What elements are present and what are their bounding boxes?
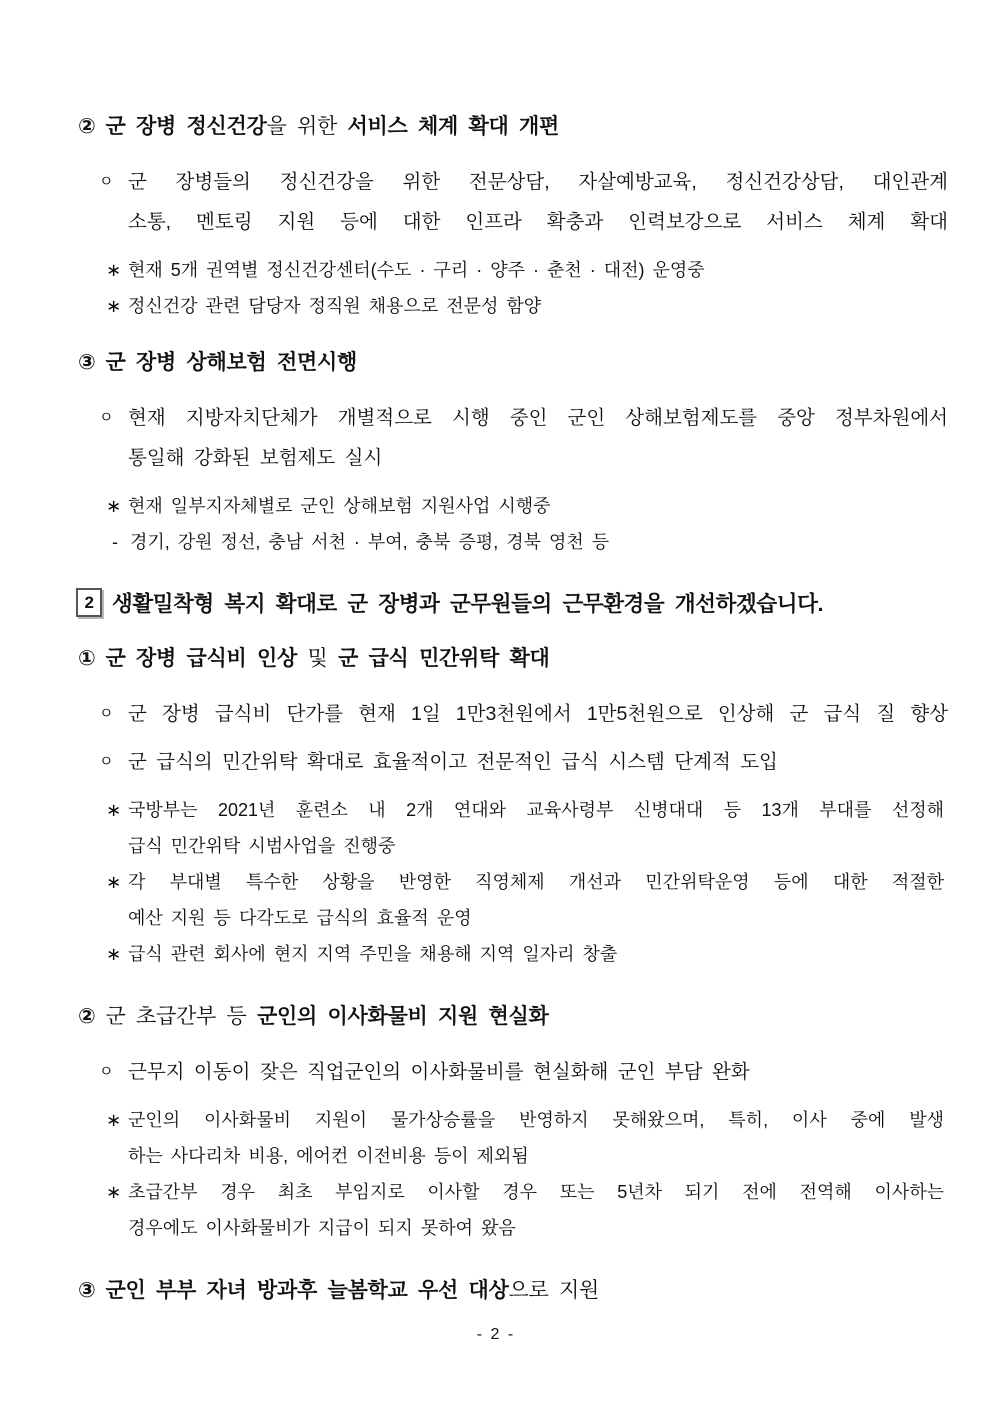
page-number: - 2 - (476, 1326, 516, 1343)
bullet-paragraph (0, 1052, 992, 1092)
heading-text: 으로 지원 (508, 1279, 599, 1302)
circled-number: ① (78, 647, 96, 670)
boxed-number: 2 (76, 588, 102, 617)
heading-text: 군 초급간부 등 (105, 1005, 258, 1028)
numbered-heading (0, 1002, 992, 1032)
circled-number: ③ (78, 351, 96, 374)
circle-bullet-marker: ㅇ (99, 1063, 114, 1080)
circle-bullet-marker: ㅇ (99, 409, 114, 426)
circle-bullet-marker: ㅇ (99, 705, 114, 722)
text-line: 급식 민간위탁 시범사업을 진행중 (128, 836, 396, 856)
text-line: 현재 일부지자체별로 군인 상해보험 지원사업 시행중 (128, 496, 551, 516)
text-line: 현재 지방자치단체가 개별적으로 시행 중인 군인 상해보험제도를 중앙 정부차원에서 (128, 407, 948, 429)
note-paragraph (0, 288, 992, 324)
text-line: 군인의 이사화물비 지원이 물가상승률을 반영하지 못해왔으며, 특히, 이사 중에 발생 (128, 1110, 944, 1130)
text-line: 경기, 강원 정선, 충남 서천 · 부여, 충북 증평, 경북 영천 등 (130, 532, 610, 552)
asterisk-marker: ∗ (106, 1110, 122, 1130)
heading-text: 군 장병 급식비 인상 (105, 647, 297, 670)
note-paragraph (0, 792, 992, 864)
numbered-heading (0, 644, 992, 674)
asterisk-marker: ∗ (106, 944, 122, 964)
text-line: 군 급식의 민간위탁 확대로 효율적이고 전문적인 급식 시스템 단계적 도입 (128, 751, 778, 773)
heading-text: 군 급식 민간위탁 확대 (338, 647, 550, 670)
asterisk-marker: ∗ (106, 260, 122, 280)
text-line: 소통, 멘토링 지원 등에 대한 인프라 확충과 인력보강으로 서비스 체계 확대 (128, 211, 948, 233)
note-paragraph (0, 1174, 992, 1246)
note-paragraph (0, 864, 992, 936)
text-line: 군 장병 급식비 단가를 현재 1일 1만3천원에서 1만5천원으로 인상해 군 급식 질 향상 (128, 703, 948, 725)
numbered-heading (0, 348, 992, 378)
text-line: 예산 지원 등 다각도로 급식의 효율적 운영 (128, 908, 472, 928)
text-line: 초급간부 경우 최초 부임지로 이사할 경우 또는 5년차 되기 전에 전역해 이사하는 (128, 1182, 944, 1202)
heading-text: 군인의 이사화물비 지원 현실화 (257, 1005, 549, 1028)
heading-text: 서비스 체계 확대 개편 (347, 115, 559, 138)
text-line: 현재 5개 권역별 정신건강센터(수도 · 구리 · 양주 · 춘천 · 대전) 운영중 (128, 260, 705, 280)
heading-text: 군인 부부 자녀 방과후 늘봄학교 우선 대상 (105, 1279, 509, 1302)
dash-marker: - (112, 532, 118, 552)
heading-text: 을 위한 (266, 115, 348, 138)
text-line: 근무지 이동이 잦은 직업군인의 이사화물비를 현실화해 군인 부담 완화 (128, 1061, 750, 1083)
text-line: 하는 사다리차 비용, 에어컨 이전비용 등이 제외됨 (128, 1146, 529, 1166)
bullet-paragraph (0, 398, 992, 478)
text-line: 국방부는 2021년 훈련소 내 2개 연대와 교육사령부 신병대대 등 13개 부대를 선정해 (128, 800, 944, 820)
note-paragraph (0, 488, 992, 524)
asterisk-marker: ∗ (106, 1182, 122, 1202)
document-body (0, 112, 992, 1306)
text-line: 각 부대별 특수한 상황을 반영한 직영체제 개선과 민간위탁운영 등에 대한 적절한 (128, 872, 944, 892)
note-paragraph (0, 1102, 992, 1174)
heading-text: 생활밀착형 복지 확대로 군 장병과 군무원들의 근무환경을 개선하겠습니다. (112, 592, 824, 616)
asterisk-marker: ∗ (106, 496, 122, 516)
text-line: 경우에도 이사화물비가 지급이 되지 못하여 왔음 (128, 1218, 516, 1238)
circled-number: ③ (78, 1279, 96, 1302)
heading-text: 군 장병 상해보험 전면시행 (105, 351, 357, 374)
numbered-heading (0, 112, 992, 142)
text-line: 통일해 강화된 보험제도 실시 (128, 447, 383, 469)
circled-number: ② (78, 115, 96, 138)
heading-text: 군 장병 정신건강 (105, 115, 267, 138)
note-paragraph (0, 936, 992, 972)
bullet-paragraph (0, 162, 992, 242)
sub-list-item (0, 524, 992, 560)
circled-number: ② (78, 1005, 96, 1028)
bullet-paragraph (0, 742, 992, 782)
asterisk-marker: ∗ (106, 296, 122, 316)
circle-bullet-marker: ㅇ (99, 173, 114, 190)
text-line: 군 장병들의 정신건강을 위한 전문상담, 자살예방교육, 정신건강상담, 대인관계 (128, 171, 948, 193)
section-heading (0, 588, 992, 620)
bullet-paragraph (0, 694, 992, 734)
note-paragraph (0, 252, 992, 288)
text-line: 정신건강 관련 담당자 정직원 채용으로 전문성 함양 (128, 296, 542, 316)
asterisk-marker: ∗ (106, 872, 122, 892)
heading-text: 및 (296, 647, 339, 670)
circle-bullet-marker: ㅇ (99, 753, 114, 770)
asterisk-marker: ∗ (106, 800, 122, 820)
numbered-heading (0, 1276, 992, 1306)
text-line: 급식 관련 회사에 현지 지역 주민을 채용해 지역 일자리 창출 (128, 944, 618, 964)
